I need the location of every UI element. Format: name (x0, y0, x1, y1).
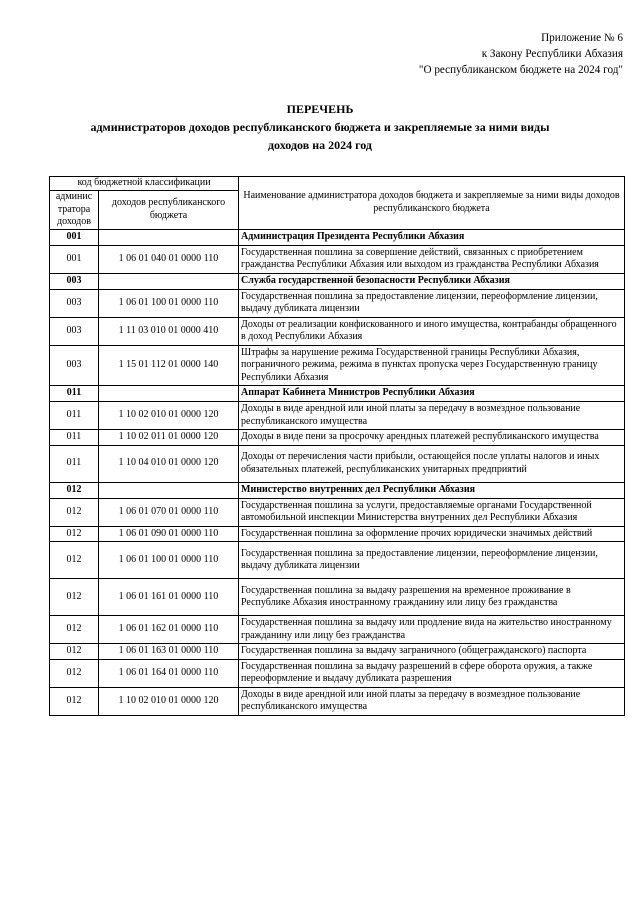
admin-code-cell: 012 (50, 659, 99, 687)
admin-code-cell: 012 (50, 498, 99, 526)
revenue-name-cell: Аппарат Кабинета Министров Республики Абхазия (239, 386, 625, 402)
admin-code-cell: 001 (50, 229, 99, 245)
annex-law: к Закону Республики Абхазия (481, 48, 623, 60)
revenue-name-cell: Государственная пошлина за выдачу заграничного (общегражданского) паспорта (239, 644, 625, 660)
header-admin-code: админис тратора доходов (50, 191, 99, 230)
revenue-name-cell: Министерство внутренних дел Республики Абхазия (239, 482, 625, 498)
income-code-cell: 1 06 01 161 01 0000 110 (99, 579, 239, 616)
revenue-name-cell: Государственная пошлина за оформление прочих юридически значимых действий (239, 526, 625, 542)
income-code-cell: 1 10 04 010 01 0000 120 (99, 445, 239, 482)
revenue-name-cell: Государственная пошлина за предоставление лицензии, переоформление лицензии, выдачу дубликата лицензии (239, 289, 625, 317)
admin-code-cell: 011 (50, 402, 99, 430)
income-code-cell (99, 229, 239, 245)
income-code-cell: 1 06 01 070 01 0000 110 (99, 498, 239, 526)
income-code-cell: 1 06 01 100 01 0000 110 (99, 289, 239, 317)
revenue-name-cell: Штрафы за нарушение режима Государственной границы Республики Абхазия, пограничного режима, режима в пунктах пропуска через Государственную границу Республики Абхазия (239, 345, 625, 386)
admin-code-cell: 012 (50, 687, 99, 715)
income-code-cell (99, 482, 239, 498)
table-row (50, 345, 625, 386)
income-code-cell: 1 06 01 100 01 0000 110 (99, 542, 239, 579)
table-row (50, 498, 625, 526)
admin-code-cell: 011 (50, 430, 99, 446)
income-code-cell: 1 06 01 090 01 0000 110 (99, 526, 239, 542)
annex-number: Приложение № 6 (541, 32, 623, 44)
revenue-name-cell: Служба государственной безопасности Республики Абхазия (239, 273, 625, 289)
admin-code-cell: 012 (50, 482, 99, 498)
income-code-cell: 1 06 01 040 01 0000 110 (99, 245, 239, 273)
table-group-row (50, 273, 625, 289)
revenue-name-cell: Доходы от реализации конфискованного и иного имущества, контрабанды обращенного в доход Республики Абхазия (239, 317, 625, 345)
income-code-cell (99, 273, 239, 289)
table-row (50, 579, 625, 616)
admin-code-cell: 012 (50, 542, 99, 579)
title-subheading-cont: доходов на 2024 год (267, 138, 372, 152)
revenue-name-cell: Доходы от перечисления части прибыли, остающейся после уплаты налогов и иных обязательных платежей, республиканских унитарных предприятий (239, 445, 625, 482)
admin-code-cell: 012 (50, 579, 99, 616)
admin-code-cell: 012 (50, 644, 99, 660)
revenue-name-cell: Государственная пошлина за услуги, предоставляемые органами Государственной автомобильной инспекции Министерства внутренних дел Республики Абхазия (239, 498, 625, 526)
admin-code-cell: 011 (50, 386, 99, 402)
admin-code-cell: 012 (50, 616, 99, 644)
table-group-row (50, 482, 625, 498)
header-name: Наименование администратора доходов бюджета и закрепляемые за ними виды доходов республиканского бюджета (239, 177, 625, 230)
table-row (50, 317, 625, 345)
income-code-cell: 1 10 02 010 01 0000 120 (99, 687, 239, 715)
revenue-name-cell: Государственная пошлина за совершение действий, связанных с приобретением гражданства Республики Абхазия или выходом из гражданства Республики Абхазия (239, 245, 625, 273)
income-code-cell: 1 10 02 011 01 0000 120 (99, 430, 239, 446)
table-group-row (50, 386, 625, 402)
income-code-cell: 1 11 03 010 01 0000 410 (99, 317, 239, 345)
income-code-cell: 1 10 02 010 01 0000 120 (99, 402, 239, 430)
income-code-cell: 1 06 01 162 01 0000 110 (99, 616, 239, 644)
revenue-name-cell: Доходы в виде арендной или иной платы за передачу в возмездное пользование республиканского имущества (239, 687, 625, 715)
admin-code-cell: 003 (50, 345, 99, 386)
annex-reference (419, 30, 623, 78)
title-heading: ПЕРЕЧЕНЬ (286, 102, 354, 116)
admin-code-cell: 003 (50, 273, 99, 289)
table-row (50, 659, 625, 687)
title-subheading: администраторов доходов республиканского бюджета и закрепляемые за ними виды (90, 120, 550, 134)
table-row (50, 245, 625, 273)
table-group-row (50, 229, 625, 245)
income-code-cell (99, 386, 239, 402)
revenue-name-cell: Доходы в виде арендной или иной платы за передачу в возмездное пользование республиканского имущества (239, 402, 625, 430)
admin-code-cell: 003 (50, 289, 99, 317)
header-classification-code: код бюджетной классификации (50, 177, 239, 191)
annex-law-title: "О республиканском бюджете на 2024 год" (418, 64, 623, 76)
admin-code-cell: 001 (50, 245, 99, 273)
revenue-name-cell: Государственная пошлина за предоставление лицензии, переоформление лицензии, выдачу дубликата лицензии (239, 542, 625, 579)
revenue-administrators-table (49, 176, 625, 716)
table-row (50, 526, 625, 542)
table-row (50, 616, 625, 644)
document-title (0, 100, 640, 154)
income-code-cell: 1 15 01 112 01 0000 140 (99, 345, 239, 386)
table-row (50, 402, 625, 430)
revenue-name-cell: Государственная пошлина за выдачу или продление вида на жительство иностранному гражданину или лицу без гражданства (239, 616, 625, 644)
income-code-cell: 1 06 01 164 01 0000 110 (99, 659, 239, 687)
revenue-name-cell: Администрация Президента Республики Абхазия (239, 229, 625, 245)
table-row (50, 430, 625, 446)
income-code-cell: 1 06 01 163 01 0000 110 (99, 644, 239, 660)
table-row (50, 445, 625, 482)
revenue-name-cell: Государственная пошлина за выдачу разрешения на временное проживание в Республике Абхазия иностранному гражданину или лицу без гражданства (239, 579, 625, 616)
revenue-name-cell: Доходы в виде пени за просрочку арендных платежей республиканского имущества (239, 430, 625, 446)
table-row (50, 687, 625, 715)
admin-code-cell: 011 (50, 445, 99, 482)
revenue-name-cell: Государственная пошлина за выдачу разрешений в сфере оборота оружия, а также переоформление и выдачу дубликата разрешения (239, 659, 625, 687)
table-row (50, 542, 625, 579)
table-row (50, 644, 625, 660)
header-income-code: доходов республиканского бюджета (99, 191, 239, 230)
table-row (50, 289, 625, 317)
admin-code-cell: 012 (50, 526, 99, 542)
admin-code-cell: 003 (50, 317, 99, 345)
